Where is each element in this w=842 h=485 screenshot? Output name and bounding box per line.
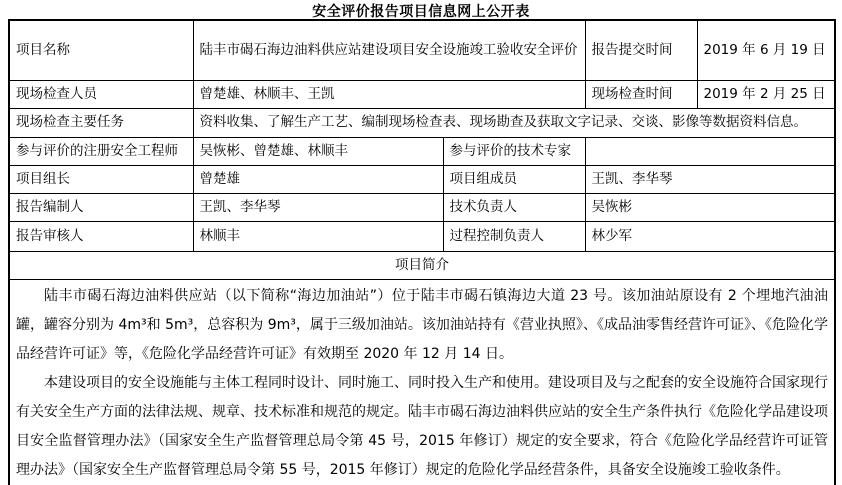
process-control-director-value: 林少军 [585, 221, 835, 251]
table-row [9, 137, 835, 165]
table-row [9, 80, 835, 108]
report-reviewer-value: 林顺丰 [193, 221, 443, 251]
project-leader-value: 曾楚雄 [193, 165, 443, 193]
project-leader-label: 项目组长 [9, 165, 193, 193]
report-compiler-value: 王凯、李华琴 [193, 193, 443, 221]
inspection-tasks-label: 现场检查主要任务 [9, 108, 193, 137]
site-inspectors-label: 现场检查人员 [9, 80, 193, 108]
registered-safety-engineers-label: 参与评价的注册安全工程师 [9, 137, 193, 165]
info-table [8, 19, 836, 485]
project-name-label: 项目名称 [9, 20, 193, 80]
technical-experts-value [585, 137, 835, 165]
project-intro-heading: 项目简介 [9, 251, 835, 279]
registered-safety-engineers-value: 吴恢彬、曾楚雄、林顺丰 [193, 137, 443, 165]
project-intro-cell [9, 279, 835, 485]
project-members-value: 王凯、李华琴 [585, 165, 835, 193]
technical-experts-label: 参与评价的技术专家 [443, 137, 585, 165]
table-row [9, 221, 835, 251]
inspection-tasks-value: 资料收集、了解生产工艺、编制现场检查表、现场勘查及获取文字记录、交谈、影像等数据资料信息。 [193, 108, 835, 137]
table-row [9, 251, 835, 279]
project-intro-paragraph-1: 陆丰市碣石海边油料供应站（以下简称“海边加油站”）位于陆丰市碣石镇海边大道 23 号。该加油站原设有 2 个埋地汽油油罐，罐容分别为 4m³和 5m³，总容积为 9m³，属于三级加油站。该加油站持有《营业执照》、《成品油零售经营许可证》、《危险化学品经营许可证》等，《危险化学品经营许可证》有效期至 2020 年 12 月 14 日。 [16, 287, 828, 362]
table-row [9, 108, 835, 137]
technical-director-value: 吴恢彬 [585, 193, 835, 221]
site-inspectors-value: 曾楚雄、林顺丰、王凯 [193, 80, 585, 108]
site-inspection-time-value: 2019 年 2 月 25 日 [697, 80, 835, 108]
table-row [9, 279, 835, 485]
page-title: 安全评价报告项目信息网上公开表 [312, 4, 530, 20]
table-row [9, 165, 835, 193]
report-submit-time-label: 报告提交时间 [585, 20, 697, 80]
technical-director-label: 技术负责人 [443, 193, 585, 221]
site-inspection-time-label: 现场检查时间 [585, 80, 697, 108]
report-reviewer-label: 报告审核人 [9, 221, 193, 251]
project-members-label: 项目组成员 [443, 165, 585, 193]
project-name-value: 陆丰市碣石海边油料供应站建设项目安全设施竣工验收安全评价 [193, 20, 585, 80]
report-submit-time-value: 2019 年 6 月 19 日 [697, 20, 835, 80]
table-row [9, 20, 835, 80]
process-control-director-label: 过程控制负责人 [443, 221, 585, 251]
report-compiler-label: 报告编制人 [9, 193, 193, 221]
project-intro-paragraph-2: 本建设项目的安全设施能与主体工程同时设计、同时施工、同时投入生产和使用。建设项目及与之配套的安全设施符合国家现行有关安全生产方面的法律法规、规章、技术标准和规范的规定。陆丰市碣石海边油料供应站的安全生产条件执行《危险化学品建设项目安全监督管理办法》（国家安全生产监督管理总局令第 45 号，2015 年修订）规定的安全要求，符合《危险化学品经营许可证管理办法》（国家安全生产监督管理总局令第 55 号，2015 年修订）规定的危险化学品经营条件，具备安全设施竣工验收条件。 [16, 374, 828, 478]
table-row [9, 193, 835, 221]
